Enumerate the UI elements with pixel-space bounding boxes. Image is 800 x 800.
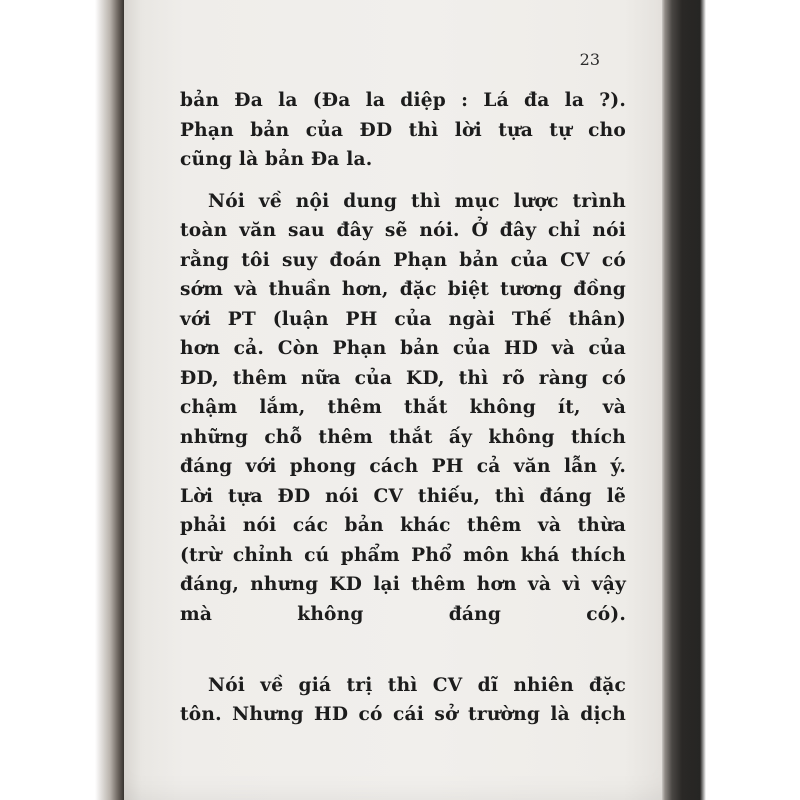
text-line: mà không đáng có).: [180, 603, 626, 625]
text-line: sớm và thuần hơn, đặc biệt tương đồng: [180, 279, 626, 300]
text-line: ĐD, thêm nữa của KD, thì rõ ràng có: [180, 367, 626, 389]
text-line: cũng là bản Đa la.: [180, 149, 373, 170]
text-line: (trừ chỉnh cú phẩm Phổ môn khá thích: [180, 544, 626, 566]
right-background: [660, 0, 800, 800]
paragraph-2: [180, 187, 626, 659]
text-line: [180, 629, 626, 659]
text-line: toàn văn sau đây sẽ nói. Ở đây chỉ nói: [180, 220, 626, 241]
text-line: Nói về giá trị thì CV dĩ nhiên đặc: [208, 674, 626, 696]
page-number: 23: [579, 50, 600, 69]
body-text: [180, 86, 626, 742]
paragraph-3: [180, 671, 626, 730]
text-line: phải nói các bản khác thêm và thừa: [180, 515, 626, 536]
text-line: Lời tựa ĐD nói CV thiếu, thì đáng lẽ: [180, 485, 626, 507]
text-line: Phạn bản của ĐD thì lời tựa tự cho: [180, 119, 626, 141]
text-line: tôn. Nhưng HD có cái sở trường là dịch: [180, 704, 626, 725]
text-line: bản Đa la (Đa la diệp : Lá đa la ?).: [180, 90, 626, 111]
text-line: rằng tôi suy đoán Phạn bản của CV có: [180, 249, 626, 271]
text-line: với PT (luận PH của ngài Thế thân): [180, 308, 626, 330]
text-line: Nói về nội dung thì mục lược trình: [208, 190, 626, 212]
text-line: đáng với phong cách PH cả văn lẫn ý.: [180, 456, 626, 477]
book-page: [124, 0, 662, 800]
left-background: [0, 0, 125, 800]
paragraph-1: [180, 86, 626, 175]
text-line: chậm lắm, thêm thắt không ít, và: [180, 397, 626, 418]
text-line: đáng, nhưng KD lại thêm hơn và vì vậy: [180, 574, 626, 595]
text-line: hơn cả. Còn Phạn bản của HD và của: [180, 338, 626, 359]
text-line: những chỗ thêm thắt ấy không thích: [180, 426, 626, 448]
